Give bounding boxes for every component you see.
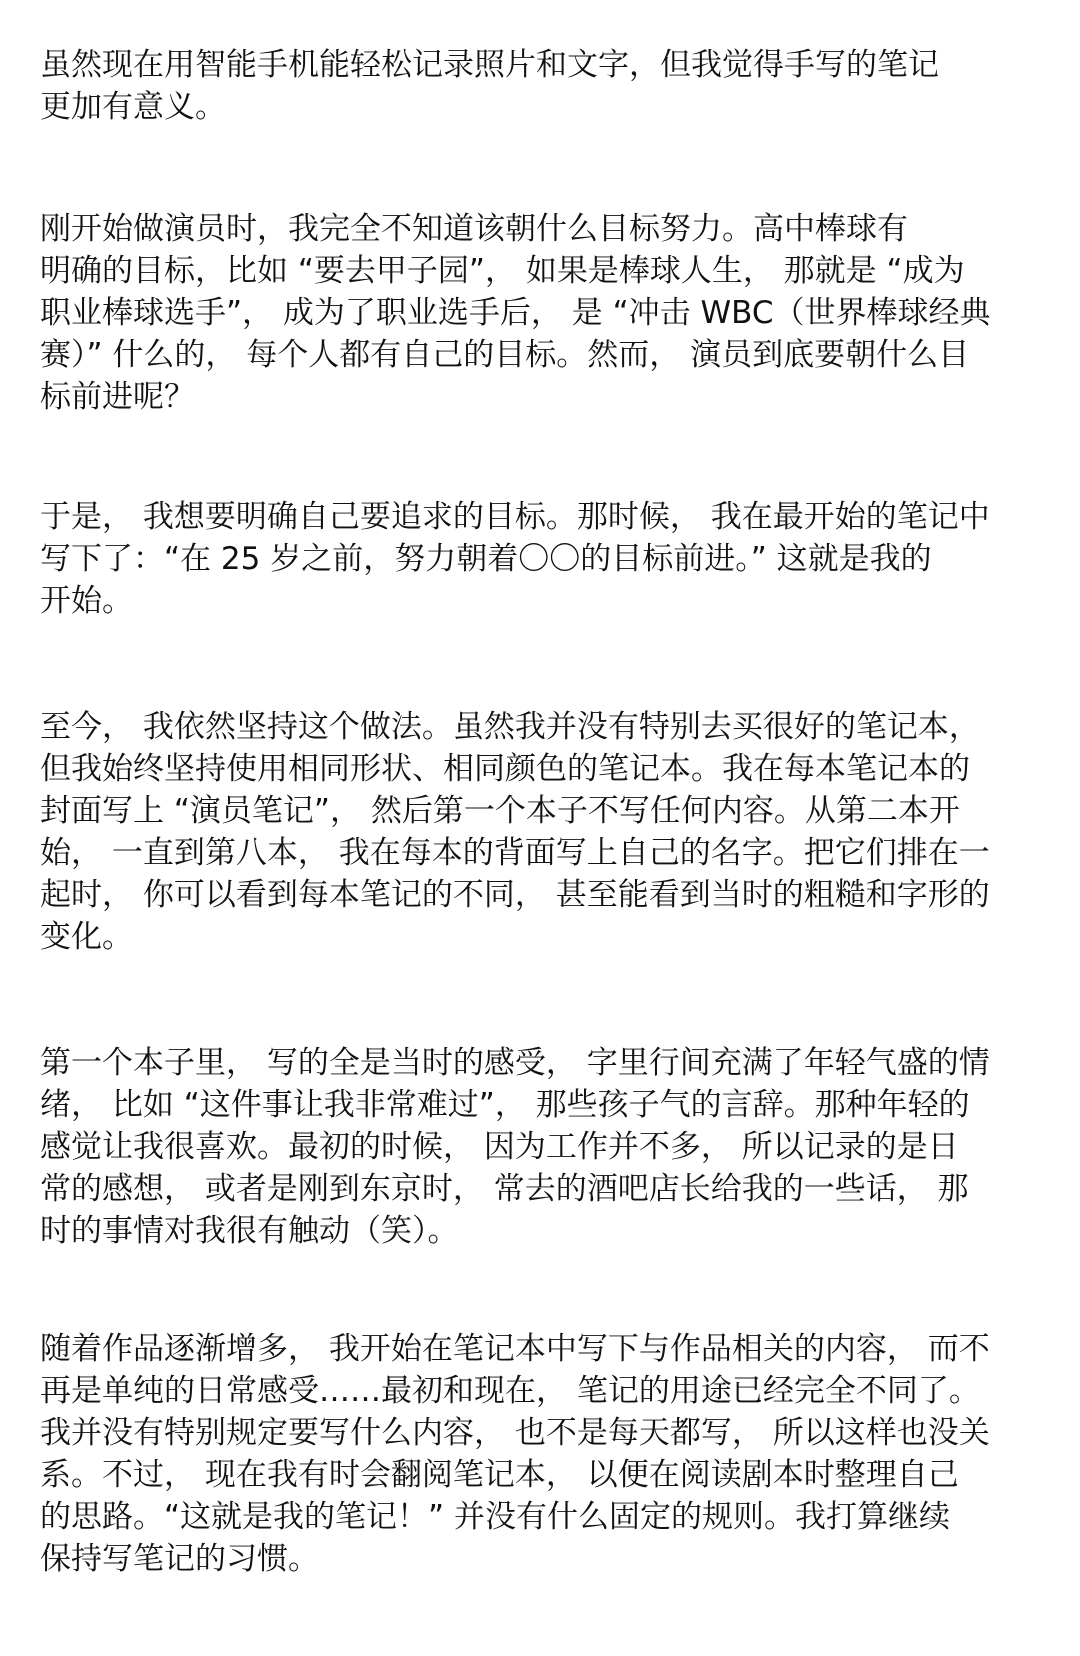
paragraph-line: 我并没有特别规定要写什么内容， 也不是每天都写， 所以这样也没关: [40, 1415, 990, 1451]
paragraph-line: 始， 一直到第八本， 我在每本的背面写上自己的名字。把它们排在一: [40, 835, 990, 871]
paragraph-line: 再是单纯的日常感受……最初和现在， 笔记的用途已经完全不同了。: [40, 1373, 980, 1409]
paragraph-line: 的思路。“这就是我的笔记！” 并没有什么固定的规则。我打算继续: [40, 1499, 950, 1535]
paragraph-line: 更加有意义。: [40, 89, 226, 125]
paragraph-line: 明确的目标，比如 “要去甲子园”， 如果是棒球人生， 那就是 “成为: [40, 253, 965, 289]
paragraph-line: 保持写笔记的习惯。: [40, 1541, 319, 1577]
paragraph-1: [40, 44, 1040, 128]
paragraph-line: 随着作品逐渐增多， 我开始在笔记本中写下与作品相关的内容， 而不: [40, 1331, 990, 1367]
paragraph-line: 但我始终坚持使用相同形状、相同颜色的笔记本。我在每本笔记本的: [40, 751, 970, 787]
paragraph-line: 常的感想， 或者是刚到东京时， 常去的酒吧店长给我的一些话， 那: [40, 1171, 969, 1207]
paragraph-3: [40, 496, 1040, 622]
paragraph-line: 封面写上 “演员笔记”， 然后第一个本子不写任何内容。从第二本开: [40, 793, 960, 829]
paragraph-line: 时的事情对我很有触动（笑）。: [40, 1213, 459, 1249]
paragraph-line: 变化。: [40, 919, 133, 955]
paragraph-line: 感觉让我很喜欢。最初的时候， 因为工作并不多， 所以记录的是日: [40, 1129, 959, 1165]
paragraph-line: 于是， 我想要明确自己要追求的目标。那时候， 我在最开始的笔记中: [40, 499, 990, 535]
paragraph-line: 标前进呢？: [40, 379, 195, 415]
paragraph-5: [40, 1042, 1040, 1252]
paragraph-line: 至今， 我依然坚持这个做法。虽然我并没有特别去买很好的笔记本，: [40, 709, 980, 745]
paragraph-line: 赛）” 什么的， 每个人都有自己的目标。然而， 演员到底要朝什么目: [40, 337, 970, 373]
paragraph-line: 系。不过， 现在我有时会翻阅笔记本， 以便在阅读剧本时整理自己: [40, 1457, 959, 1493]
paragraph-line: 第一个本子里， 写的全是当时的感受， 字里行间充满了年轻气盛的情: [40, 1045, 990, 1081]
paragraph-line: 职业棒球选手”， 成为了职业选手后， 是 “冲击 WBC（世界棒球经典: [40, 295, 991, 331]
paragraph-line: 起时， 你可以看到每本笔记的不同， 甚至能看到当时的粗糙和字形的: [40, 877, 990, 913]
paragraph-6: [40, 1328, 1040, 1580]
paragraph-line: 绪， 比如 “这件事让我非常难过”， 那些孩子气的言辞。那种年轻的: [40, 1087, 970, 1123]
paragraph-line: 开始。: [40, 583, 133, 619]
paragraph-4: [40, 706, 1040, 958]
paragraph-line: 刚开始做演员时，我完全不知道该朝什么目标努力。高中棒球有: [40, 211, 908, 247]
paragraph-2: [40, 208, 1040, 418]
paragraph-line: 虽然现在用智能手机能轻松记录照片和文字，但我觉得手写的笔记: [40, 47, 939, 83]
paragraph-line: 写下了：“在 25 岁之前，努力朝着〇〇的目标前进。” 这就是我的: [40, 541, 932, 577]
